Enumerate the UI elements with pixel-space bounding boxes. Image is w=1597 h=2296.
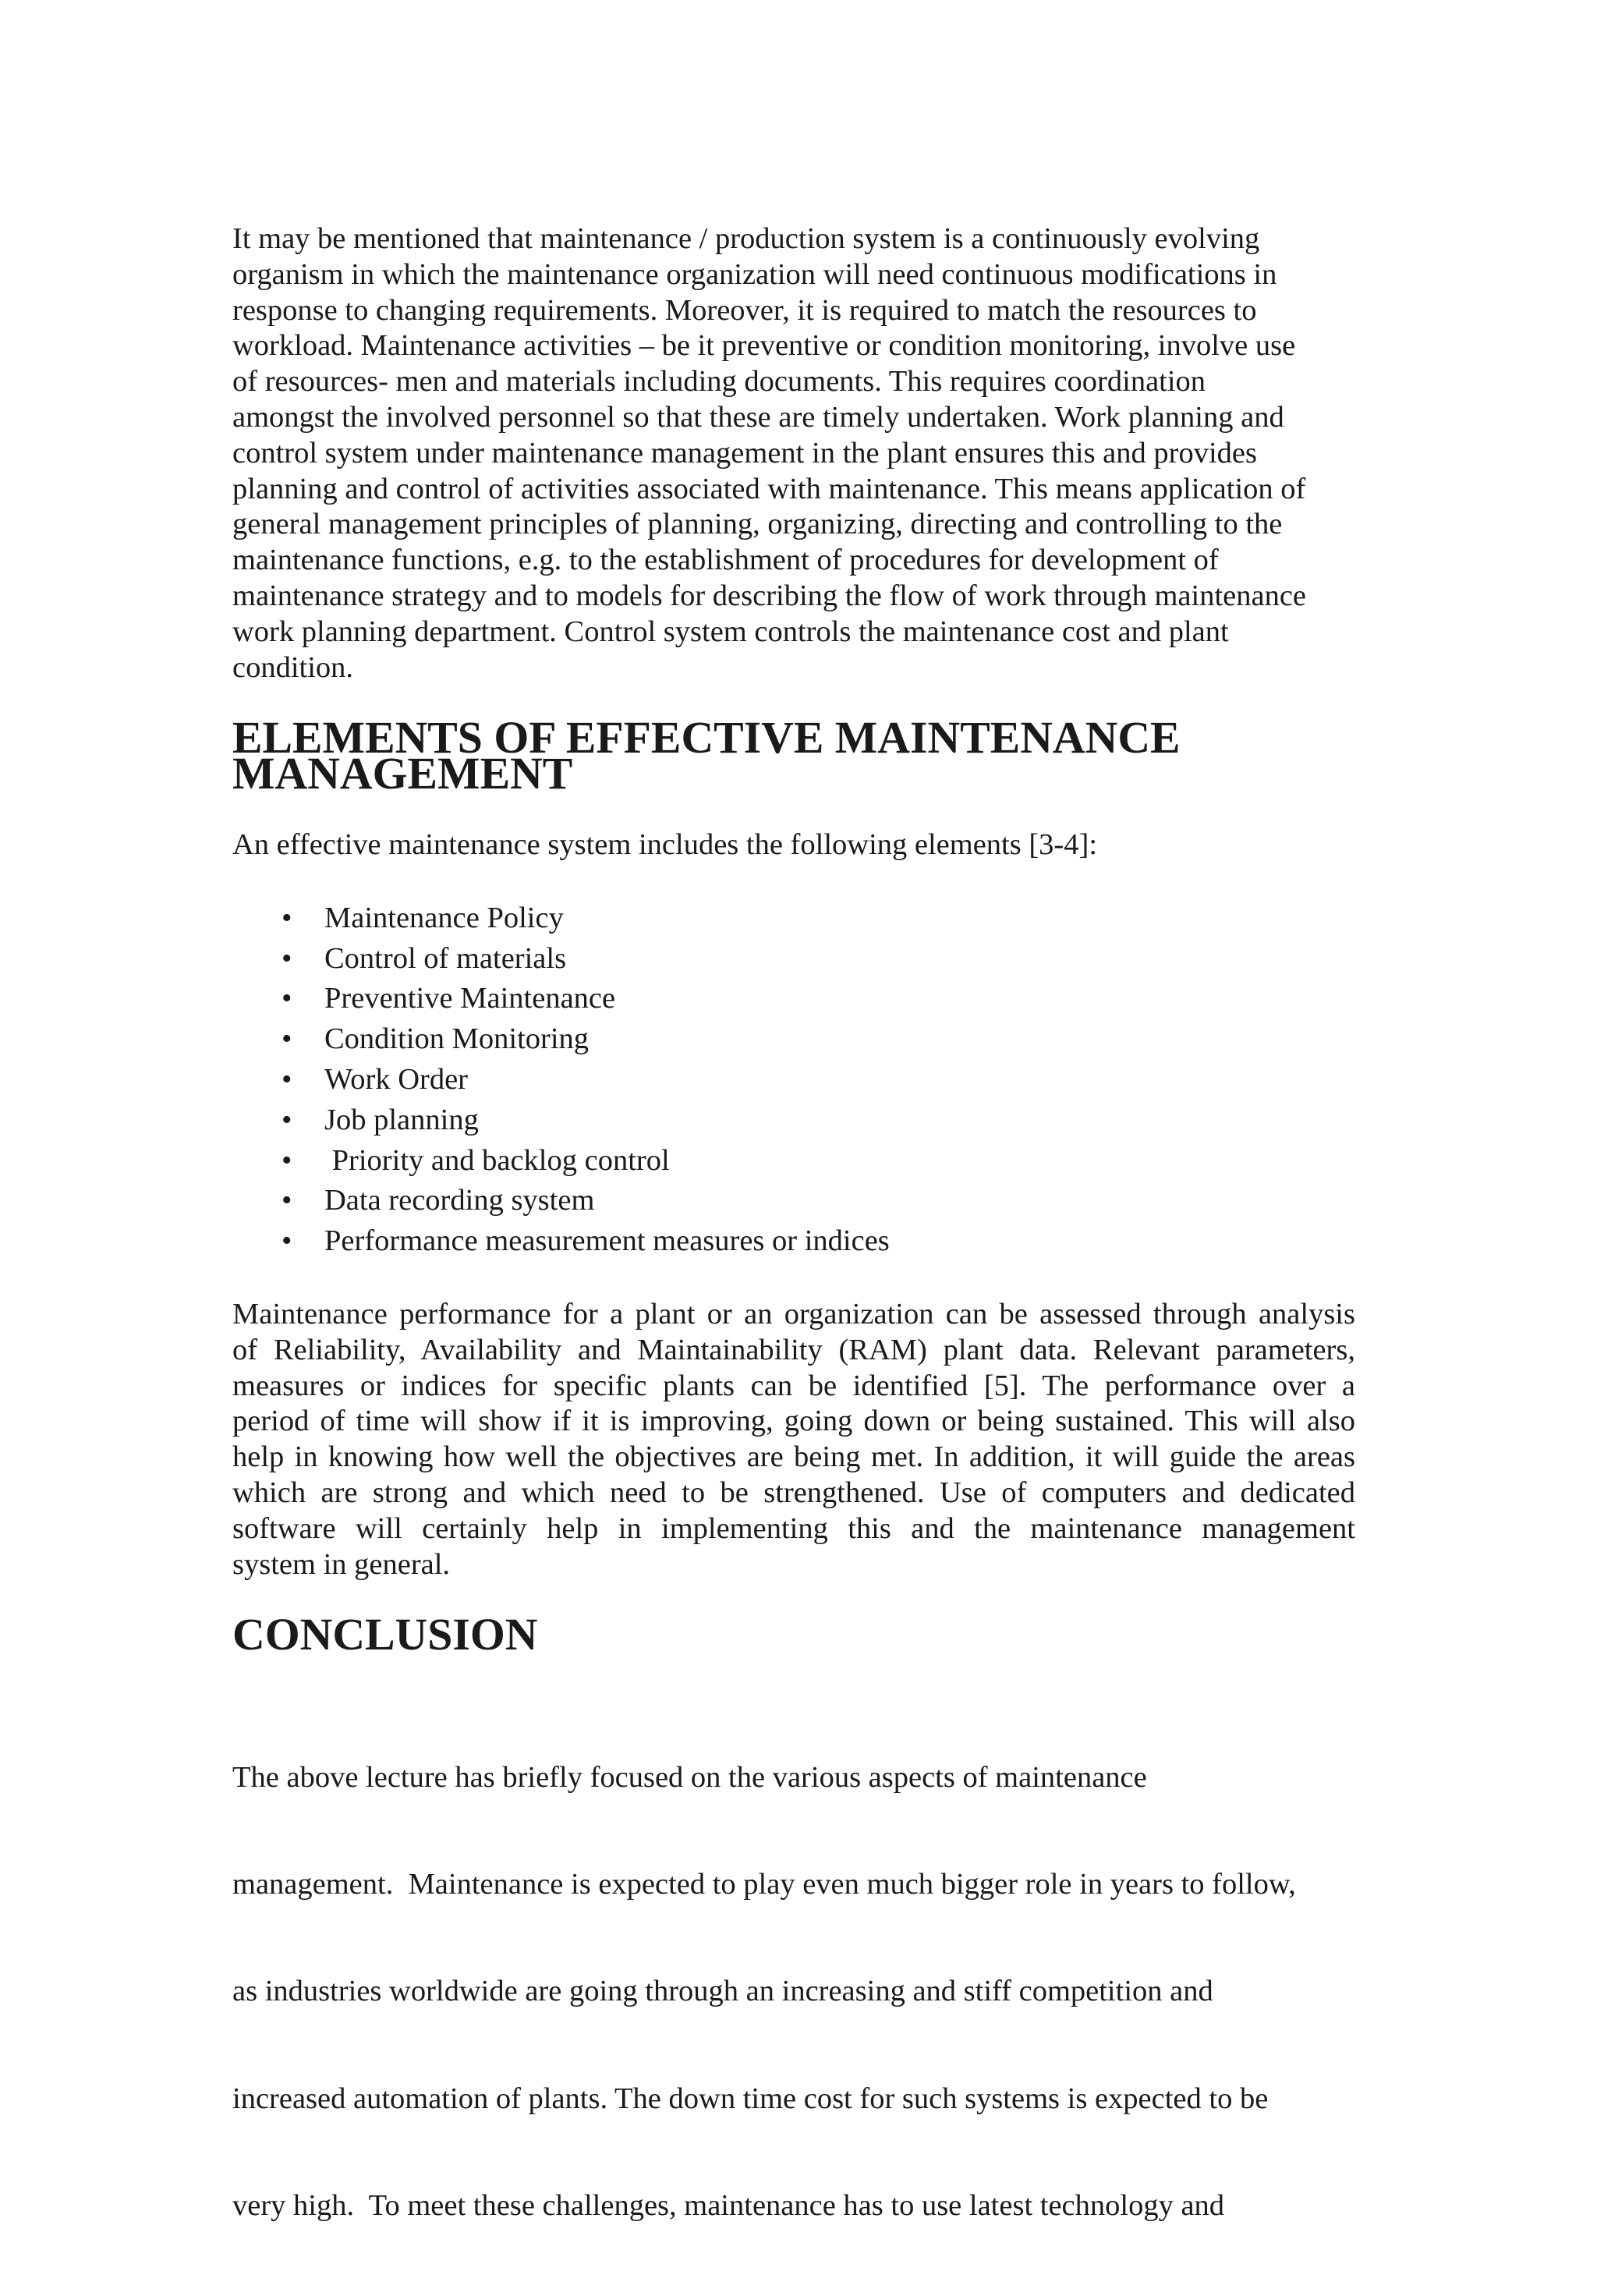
list-item — [232, 939, 1355, 980]
text-line: It may be mentioned that maintenance / production system is a continuously evolving — [232, 222, 1260, 255]
list-item — [232, 979, 1355, 1019]
text-line: response to changing requirements. Moreover, it is required to match the resources to — [232, 293, 1257, 327]
text-line: period of time will show if it is improving, going down or being sustained. This will also — [232, 1405, 1355, 1438]
list-item-label: Priority and backlog control — [324, 1143, 670, 1177]
text-line: as industries worldwide are going through an increasing and stiff competition and — [232, 1975, 1213, 2008]
bullet-icon: • — [282, 941, 292, 975]
text-line: which are strong and which need to be strengthened. Use of computers and dedicated — [232, 1476, 1355, 1509]
text-line: management. Maintenance is expected to play even much bigger role in years to follow, — [232, 1868, 1296, 1901]
text-line: maintenance strategy and to models for describing the flow of work through maintenance — [232, 579, 1307, 612]
text-line: Maintenance performance for a plant or an organization can be assessed through analysis — [232, 1297, 1355, 1330]
bullet-icon: • — [282, 1224, 292, 1258]
list-item — [232, 898, 1355, 939]
text-line: very high. To meet these challenges, maintenance has to use latest technology and — [232, 2189, 1225, 2223]
list-item-label: Control of materials — [324, 941, 567, 975]
text-line: of Reliability, Availability and Maintainability (RAM) plant data. Relevant parameters, — [232, 1333, 1355, 1366]
intro-paragraph — [232, 221, 1355, 686]
text-line: maintenance functions, e.g. to the establishment of procedures for development of — [232, 544, 1219, 577]
elements-heading: ELEMENTS OF EFFECTIVE MAINTENANCE MANAGEMENT — [232, 714, 1181, 799]
bullet-icon: • — [282, 1103, 292, 1136]
list-item-label: Data recording system — [324, 1184, 595, 1217]
elements-list — [232, 898, 1355, 1262]
list-item-label: Condition Monitoring — [324, 1022, 590, 1056]
list-item — [232, 1141, 1355, 1182]
text-line: condition. — [232, 650, 354, 684]
list-item-label: Maintenance Policy — [324, 901, 564, 934]
conclusion-paragraph — [232, 1688, 1355, 2296]
text-line: measures or indices for specific plants can be identified [5]. The performance over a — [232, 1369, 1355, 1402]
list-item — [232, 1181, 1355, 1221]
text-line: organism in which the maintenance organization will need continuous modifications in — [232, 257, 1277, 291]
text-line: planning and control of activities associated with maintenance. This means application of — [232, 472, 1306, 505]
performance-paragraph — [232, 1297, 1355, 1582]
bullet-icon: • — [282, 901, 292, 934]
text-line: software will certainly help in implementing this and the maintenance management — [232, 1511, 1355, 1545]
list-item-label: Performance measurement measures or indices — [324, 1224, 890, 1258]
text-line: control system under maintenance management in the plant ensures this and provides — [232, 436, 1257, 469]
text-line: system in general. — [232, 1547, 451, 1581]
elements-intro: An effective maintenance system includes the following elements [3-4]: — [232, 827, 1098, 861]
text-line: work planning department. Control system controls the maintenance cost and plant — [232, 615, 1229, 648]
text-line: amongst the involved personnel so that these are timely undertaken. Work planning and — [232, 400, 1284, 434]
list-item — [232, 1060, 1355, 1100]
list-item — [232, 1100, 1355, 1141]
list-item-label: Job planning — [324, 1103, 479, 1136]
bullet-icon: • — [282, 1022, 292, 1056]
conclusion-heading: CONCLUSION — [232, 1610, 538, 1660]
text-line: workload. Maintenance activities – be it preventive or condition monitoring, involve use — [232, 329, 1296, 363]
text-line: increased automation of plants. The down time cost for such systems is expected to be — [232, 2082, 1269, 2115]
text-line: general management principles of planning, organizing, directing and controlling to the — [232, 508, 1283, 541]
text-line: The above lecture has briefly focused on the various aspects of maintenance — [232, 1760, 1147, 1794]
bullet-icon: • — [282, 1062, 292, 1096]
document-page — [232, 221, 1355, 2296]
list-item-label: Work Order — [324, 1062, 468, 1096]
bullet-icon: • — [282, 982, 292, 1015]
list-item — [232, 1221, 1355, 1262]
text-line: of resources- men and materials including documents. This requires coordination — [232, 365, 1206, 399]
list-item — [232, 1019, 1355, 1060]
bullet-icon: • — [282, 1184, 292, 1217]
list-item-label: Preventive Maintenance — [324, 982, 616, 1015]
text-line: help in knowing how well the objectives are being met. In addition, it will guide the areas — [232, 1440, 1355, 1474]
bullet-icon: • — [282, 1143, 292, 1177]
